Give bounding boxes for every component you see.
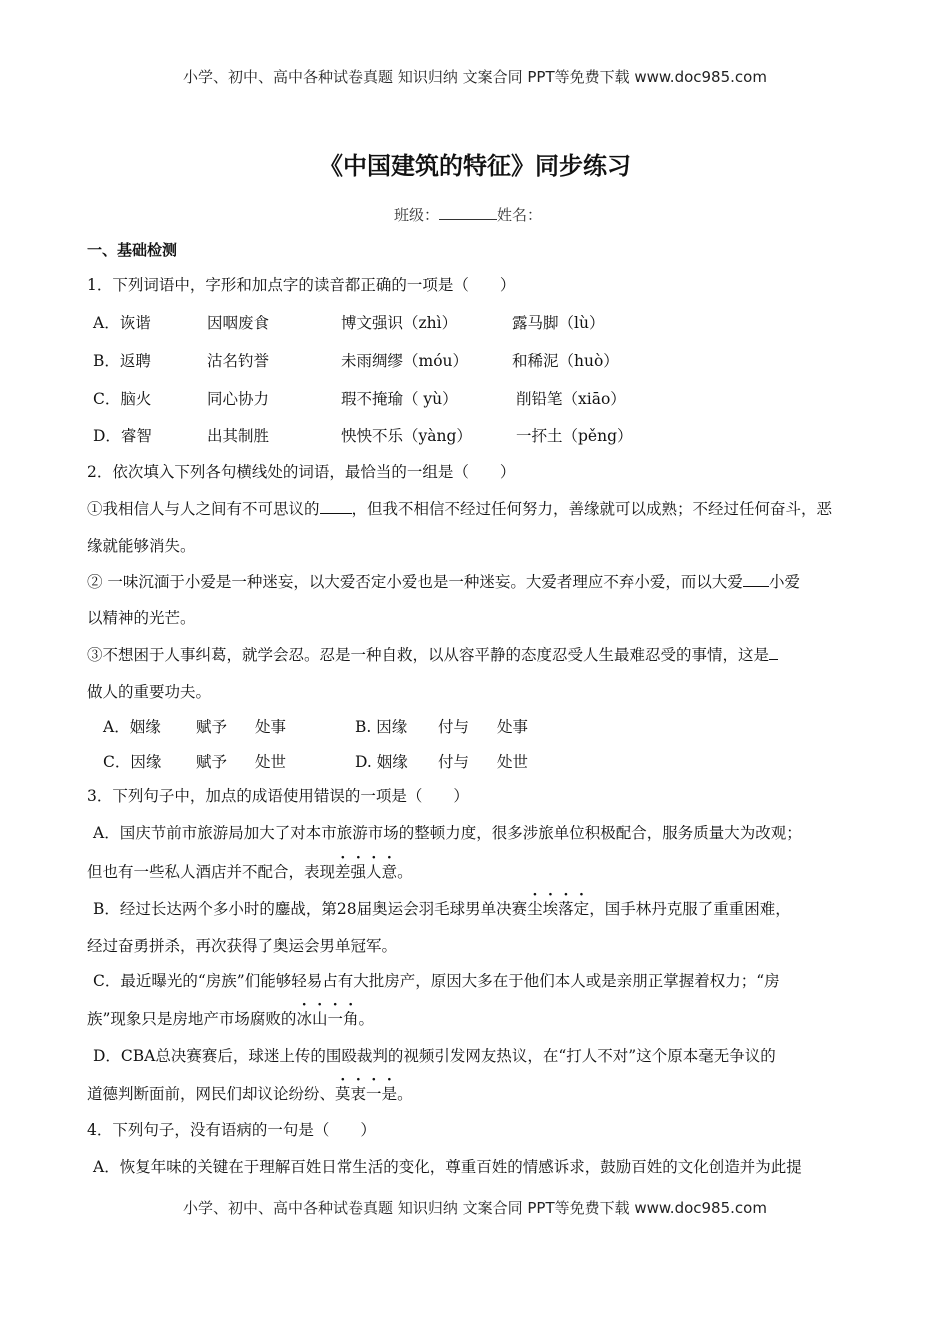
q3-d-end: 。 [397,1085,413,1103]
q3-a-idiom [335,863,397,881]
q2-opt-c-3: 处世 [255,753,287,771]
q2-options-row-1 [0,715,950,737]
q1-d-w3: 怏怏不乐（yàng） [341,427,472,445]
emphasis-char: 差 [335,863,351,881]
q1-b-w1: B．返聘 [93,352,151,370]
q2-s2-part1: ② 一味沉湎于小爱是一种迷妄，以大爱否定小爱也是一种迷妄。大爱者理应不弃小爱，而以大爱 [87,573,743,591]
class-label: 班级： [394,206,440,224]
emphasis-char: 一 [366,1085,382,1103]
q1-d-w1: D．睿智 [93,427,152,445]
name-label: 姓名： [497,206,543,224]
q2-s1-cont: 缘就能够消失。 [87,537,196,555]
q1-c-w2: 同心协力 [207,390,270,408]
q2-opt-a-3: 处事 [255,718,287,736]
emphasis-char: 一 [327,1010,343,1028]
q1-option-b [0,349,950,371]
q3-d-text: 道德判断面前，网民们却议论纷纷、 [87,1085,336,1103]
q3-b-line-2: 经过奋勇拼杀，再次获得了奥运会男单冠军。 [87,937,398,955]
class-name-line [394,204,542,225]
emphasis-char: 落 [558,900,574,918]
q1-option-c [0,387,950,409]
emphasis-char: 意 [381,863,398,881]
q1-a-w3: 博文强识（zhì） [341,314,458,332]
q1-a-w2: 因咽废食 [207,314,270,332]
q2-s1-part2: ，但我不相信不经过任何努力，善缘就可以成熟；不经过任何奋斗，恶 [351,500,833,518]
q1-a-w1: A．诙谐 [93,314,151,332]
q3-b-text: B．经过长达两个多小时的鏖战，第28届奥运会羽毛球男单决赛 [93,900,528,918]
q2-opt-d-1: D. 姻缘 [355,753,408,771]
q2-opt-b-2: 付与 [438,718,470,736]
q1-d-w2: 出其制胜 [207,427,270,445]
q2-s3-part1: ③不想困于人事纠葛，就学会忍。忍是一种自救，以从容平静的态度忍受人生最难忍受的事情，这是 [87,646,770,664]
q3-d-line-2 [87,1082,413,1104]
q2-s2-part2: 小爱 [768,573,800,591]
emphasis-char: 埃 [542,900,559,918]
q3-a-line-2 [87,860,413,882]
q3-c-line-1: C．最近曝光的“房族”们能够轻易占有大批房产，原因大多在于他们本人或是亲朋正掌握着权力；“房 [93,972,780,990]
q2-opt-a-1: A．姻缘 [103,718,161,736]
class-blank [439,205,497,220]
q1-b-w2: 沽名钓誉 [207,352,270,370]
q2-s2-cont: 以精神的光芒。 [87,609,196,627]
q2-s3-cont: 做人的重要功夫。 [87,683,212,701]
page-footer: 小学、初中、高中各种试卷真题 知识归纳 文案合同 PPT等免费下载 www.doc985.com [183,1199,767,1217]
q3-c-text: 族”现象只是房地产市场腐败的 [87,1010,297,1028]
q2-s1-part1: ①我相信人与人之间有不可思议的 [87,500,320,518]
emphasis-char: 角 [342,1010,359,1028]
emphasis-char: 衷 [350,1085,367,1103]
q3-c-line-2 [87,1007,374,1029]
q3-stem: 3．下列句子中，加点的成语使用错误的一项是（ ） [87,787,469,805]
q1-option-a [0,311,950,333]
q3-b-idiom [527,900,589,918]
q1-b-w4: 和稀泥（huò） [512,352,619,370]
q1-a-w4: 露马脚（lù） [512,314,605,332]
q2-blank-1 [320,500,352,514]
q2-options-row-2 [0,750,950,772]
q2-sentence-2 [87,570,800,592]
q2-blank-2 [743,573,769,587]
q2-opt-d-3: 处世 [497,753,529,771]
q2-sentence-3 [87,643,778,665]
q2-sentence-1 [87,497,832,519]
q3-a-line-1: A．国庆节前市旅游局加大了对本市旅游市场的整顿力度，很多涉旅单位积极配合，服务质量大为改观； [93,824,802,842]
page-title: 《中国建筑的特征》同步练习 [319,152,631,180]
q1-option-d [0,424,950,446]
q4-a-line-1: A．恢复年味的关键在于理解百姓日常生活的变化，尊重百姓的情感诉求，鼓励百姓的文化创造并为此提 [93,1158,802,1176]
q2-blank-3 [769,646,778,660]
emphasis-char: 莫 [335,1085,351,1103]
q3-b-end: ，国手林丹克服了重重困难， [589,900,791,918]
q3-c-idiom [296,1010,358,1028]
emphasis-char: 山 [311,1010,328,1028]
q3-d-idiom [335,1085,397,1103]
emphasis-char: 尘 [527,900,543,918]
q2-opt-c-1: C．因缘 [103,753,162,771]
emphasis-char: 是 [381,1085,398,1103]
section-heading: 一、基础检测 [87,241,178,259]
emphasis-char: 强 [350,863,367,881]
q1-b-w3: 未雨绸缪（móu） [341,352,469,370]
q3-c-end: 。 [358,1010,375,1028]
q2-opt-b-1: B. 因缘 [355,718,408,736]
q3-b-line-1 [93,897,791,919]
q1-stem: 1．下列词语中，字形和加点字的读音都正确的一项是（ ） [87,276,516,294]
q3-a-end: 。 [397,863,413,881]
emphasis-char: 人 [366,863,382,881]
q2-opt-c-2: 赋予 [196,753,228,771]
emphasis-char: 定 [573,900,590,918]
q2-stem: 2．依次填入下列各句横线处的词语，最恰当的一组是（ ） [87,463,516,481]
q3-d-line-1: D．CBA总决赛赛后，球迷上传的围殴裁判的视频引发网友热议，在“打人不对”这个原本毫无争议的 [93,1047,776,1065]
emphasis-char: 冰 [296,1010,312,1028]
q1-c-w4: 削铅笔（xiāo） [516,390,626,408]
q2-opt-d-2: 付与 [438,753,470,771]
q2-opt-a-2: 赋予 [196,718,228,736]
q1-d-w4: 一抔土（pěng） [516,427,633,445]
q3-a-text: 但也有一些私人酒店并不配合，表现 [87,863,336,881]
q1-c-w3: 瑕不掩瑜（ yù） [341,390,458,408]
q1-c-w1: C．脑火 [93,390,152,408]
page-header: 小学、初中、高中各种试卷真题 知识归纳 文案合同 PPT等免费下载 www.doc985.com [183,68,767,86]
q4-stem: 4．下列句子，没有语病的一句是（ ） [87,1121,376,1139]
q2-opt-b-3: 处事 [497,718,529,736]
